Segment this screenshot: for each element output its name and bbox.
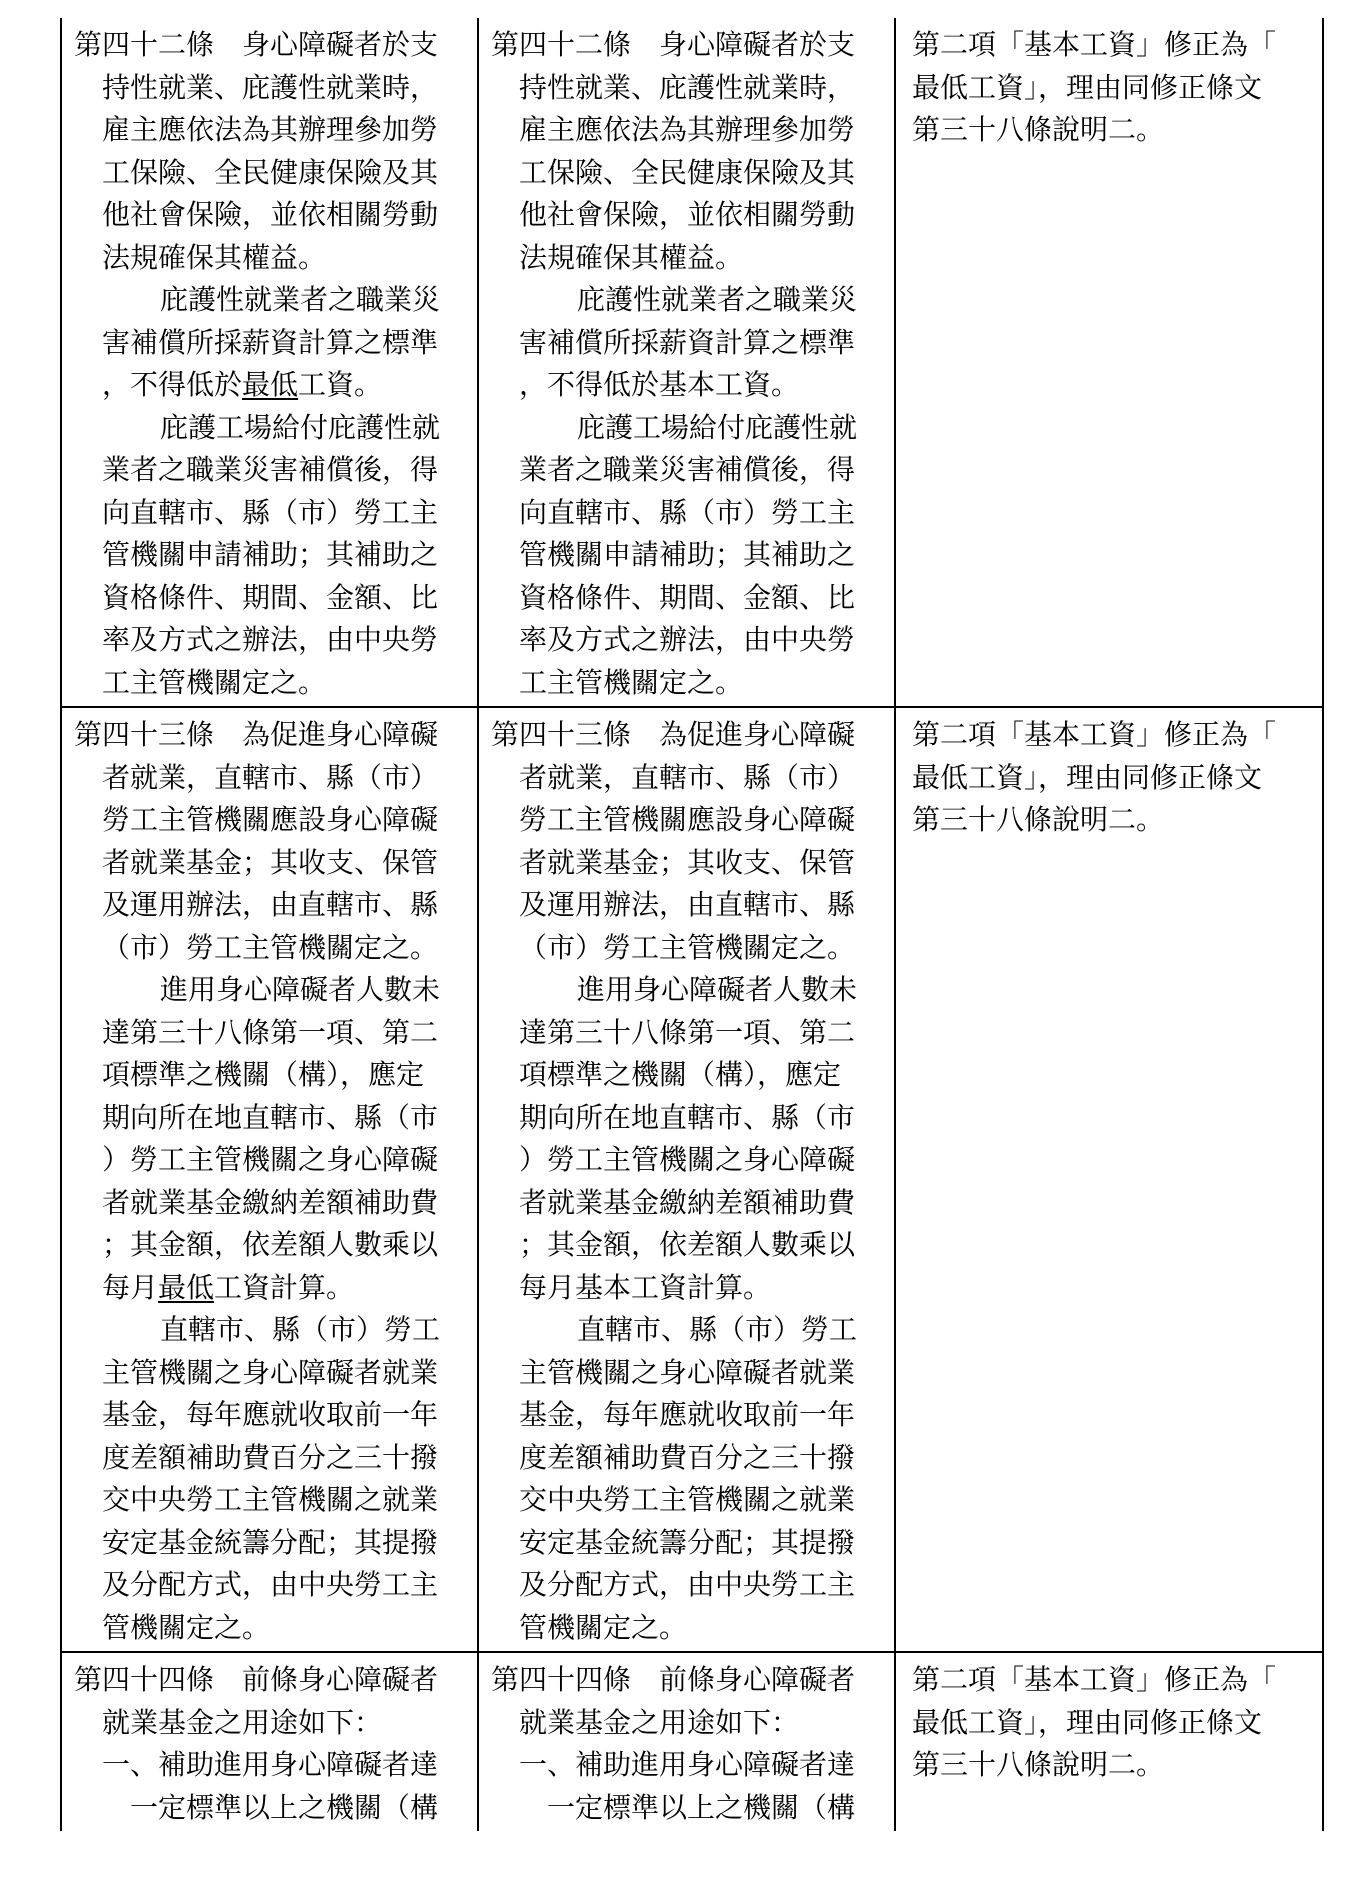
text-segment: ，不得低於 <box>102 368 243 401</box>
text-line: 勞工主管機關應設身心障礙 <box>102 803 439 836</box>
text-line: （市）勞工主管機關定之。 <box>102 930 439 964</box>
article-row <box>61 1652 1323 1831</box>
text-line: 主管機關之身心障礙者就業 <box>102 1355 439 1389</box>
text-line: 進用身心障礙者人數未 <box>577 973 858 1006</box>
explanation-line: 最低工資」，理由同修正條文 <box>912 1705 1263 1739</box>
text-line: 就業基金之用途如下： <box>102 1705 383 1739</box>
text-line: 勞工主管機關應設身心障礙 <box>519 803 856 836</box>
text-line: 雇主應依法為其辦理參加勞 <box>102 113 439 146</box>
text-line: 持性就業、庇護性就業時， <box>519 70 856 104</box>
text-line: 率及方式之辦法，由中央勞 <box>102 623 439 656</box>
table-body <box>61 18 1323 1831</box>
comparison-table-page <box>60 18 1313 1831</box>
text-line: 工主管機關定之。 <box>102 665 327 699</box>
amended-article-cell <box>61 18 478 707</box>
text-line: 一定標準以上之機關（構 <box>130 1790 439 1824</box>
text-line: 一定標準以上之機關（構 <box>547 1790 856 1824</box>
amended-article-cell <box>61 707 478 1652</box>
text-line: 交中央勞工主管機關之就業 <box>519 1483 856 1516</box>
text-line: 者就業基金繳納差額補助費 <box>102 1185 439 1219</box>
current-article-cell <box>478 1652 895 1831</box>
text-line: 達第三十八條第一項、第二 <box>519 1015 856 1049</box>
text-segment: 工資。 <box>298 368 383 401</box>
text-line: ；其金額，依差額人數乘以 <box>102 1228 439 1261</box>
text-line: 庇護工場給付庇護性就 <box>160 410 441 444</box>
text-line: 度差額補助費百分之三十撥 <box>519 1440 856 1474</box>
text-line: 他社會保險，並依相關勞動 <box>519 198 856 231</box>
explanation-line: 最低工資」，理由同修正條文 <box>912 760 1263 794</box>
text-line: 直轄市、縣（市）勞工 <box>160 1313 441 1346</box>
explanation-line: 第三十八條說明二。 <box>912 113 1165 146</box>
article-heading: 第四十二條 身心障礙者於支 <box>491 28 856 61</box>
text-line: 主管機關之身心障礙者就業 <box>519 1355 856 1389</box>
text-line: 庇護工場給付庇護性就 <box>577 410 858 444</box>
text-line: 工保險、全民健康保險及其 <box>519 155 856 189</box>
text-line: 工保險、全民健康保險及其 <box>102 155 439 189</box>
text-line: 資格條件、期間、金額、比 <box>519 580 856 614</box>
explanation-cell <box>895 707 1323 1652</box>
text-line: 及運用辦法，由直轄市、縣 <box>519 888 856 921</box>
text-line: 持性就業、庇護性就業時， <box>102 70 439 104</box>
text-line: 他社會保險，並依相關勞動 <box>102 198 439 231</box>
text-line: 管機關申請補助；其補助之 <box>102 538 439 571</box>
text-line: 基金，每年應就收取前一年 <box>102 1398 439 1431</box>
amended-underlined-text: 最低 <box>242 368 299 401</box>
text-line: 者就業，直轄市、縣（市） <box>519 760 856 794</box>
text-line: 一、補助進用身心障礙者達 <box>102 1748 439 1781</box>
text-line: （市）勞工主管機關定之。 <box>519 930 856 964</box>
text-line: 法規確保其權益。 <box>519 240 744 274</box>
text-line: 資格條件、期間、金額、比 <box>102 580 439 614</box>
text-line: 及運用辦法，由直轄市、縣 <box>102 888 439 921</box>
text-line: 害補償所採薪資計算之標準 <box>519 325 856 359</box>
article-heading: 第四十三條 為促進身心障礙 <box>491 718 856 751</box>
text-line: 管機關申請補助；其補助之 <box>519 538 856 571</box>
text-line: 交中央勞工主管機關之就業 <box>102 1483 439 1516</box>
text-line: 每月基本工資計算。 <box>519 1270 772 1304</box>
explanation-cell <box>895 1652 1323 1831</box>
text-line: 庇護性就業者之職業災 <box>160 283 441 316</box>
text-line: 者就業基金繳納差額補助費 <box>519 1185 856 1219</box>
amended-article-cell <box>61 1652 478 1831</box>
text-line: ，不得低於基本工資。 <box>519 368 800 401</box>
text-line: 基金，每年應就收取前一年 <box>519 1398 856 1431</box>
explanation-line: 第二項「基本工資」修正為「 <box>912 718 1277 751</box>
text-line: 工主管機關定之。 <box>519 665 744 699</box>
text-line: 管機關定之。 <box>102 1610 271 1644</box>
explanation-line: 第三十八條說明二。 <box>912 1748 1165 1781</box>
text-line: 率及方式之辦法，由中央勞 <box>519 623 856 656</box>
text-line: 項標準之機關（構），應定 <box>102 1058 425 1091</box>
text-line: 者就業基金；其收支、保管 <box>519 845 856 879</box>
article-heading: 第四十四條 前條身心障礙者 <box>74 1663 439 1696</box>
text-line: 直轄市、縣（市）勞工 <box>577 1313 858 1346</box>
explanation-line: 第二項「基本工資」修正為「 <box>912 28 1277 61</box>
text-segment: 工資計算。 <box>214 1270 355 1304</box>
text-line: ）勞工主管機關之身心障礙 <box>102 1143 439 1176</box>
text-line: 及分配方式，由中央勞工主 <box>519 1568 856 1601</box>
text-segment: 每月 <box>102 1270 159 1304</box>
amendment-comparison-table <box>60 18 1324 1831</box>
text-line <box>74 364 467 407</box>
article-row <box>61 18 1323 707</box>
explanation-line: 第三十八條說明二。 <box>912 803 1165 836</box>
amended-underlined-text: 最低 <box>158 1270 215 1304</box>
text-line: 害補償所採薪資計算之標準 <box>102 325 439 359</box>
article-heading: 第四十三條 為促進身心障礙 <box>74 718 439 751</box>
text-line: 雇主應依法為其辦理參加勞 <box>519 113 856 146</box>
text-line: 庇護性就業者之職業災 <box>577 283 858 316</box>
explanation-line: 第二項「基本工資」修正為「 <box>912 1663 1277 1696</box>
explanation-cell <box>895 18 1323 707</box>
text-line: 一、補助進用身心障礙者達 <box>519 1748 856 1781</box>
current-article-cell <box>478 707 895 1652</box>
text-line: 管機關定之。 <box>519 1610 688 1644</box>
text-line: 就業基金之用途如下： <box>519 1705 800 1739</box>
text-line: 期向所在地直轄市、縣（市 <box>519 1100 856 1134</box>
text-line: 向直轄市、縣（市）勞工主 <box>519 495 856 529</box>
article-row <box>61 707 1323 1652</box>
text-line: 業者之職業災害補償後，得 <box>102 453 439 486</box>
text-line: 業者之職業災害補償後，得 <box>519 453 856 486</box>
text-line: 進用身心障礙者人數未 <box>160 973 441 1006</box>
text-line: 達第三十八條第一項、第二 <box>102 1015 439 1049</box>
text-line: 安定基金統籌分配；其提撥 <box>519 1525 856 1559</box>
text-line: 度差額補助費百分之三十撥 <box>102 1440 439 1474</box>
text-line: 者就業，直轄市、縣（市） <box>102 760 439 794</box>
current-article-cell <box>478 18 895 707</box>
text-line: 法規確保其權益。 <box>102 240 327 274</box>
explanation-line: 最低工資」，理由同修正條文 <box>912 70 1263 104</box>
article-heading: 第四十二條 身心障礙者於支 <box>74 28 439 61</box>
article-heading: 第四十四條 前條身心障礙者 <box>491 1663 856 1696</box>
text-line: ；其金額，依差額人數乘以 <box>519 1228 856 1261</box>
text-line: 向直轄市、縣（市）勞工主 <box>102 495 439 529</box>
text-line: ）勞工主管機關之身心障礙 <box>519 1143 856 1176</box>
text-line <box>74 1267 467 1310</box>
text-line: 及分配方式，由中央勞工主 <box>102 1568 439 1601</box>
text-line: 期向所在地直轄市、縣（市 <box>102 1100 439 1134</box>
text-line: 項標準之機關（構），應定 <box>519 1058 842 1091</box>
text-line: 者就業基金；其收支、保管 <box>102 845 439 879</box>
text-line: 安定基金統籌分配；其提撥 <box>102 1525 439 1559</box>
